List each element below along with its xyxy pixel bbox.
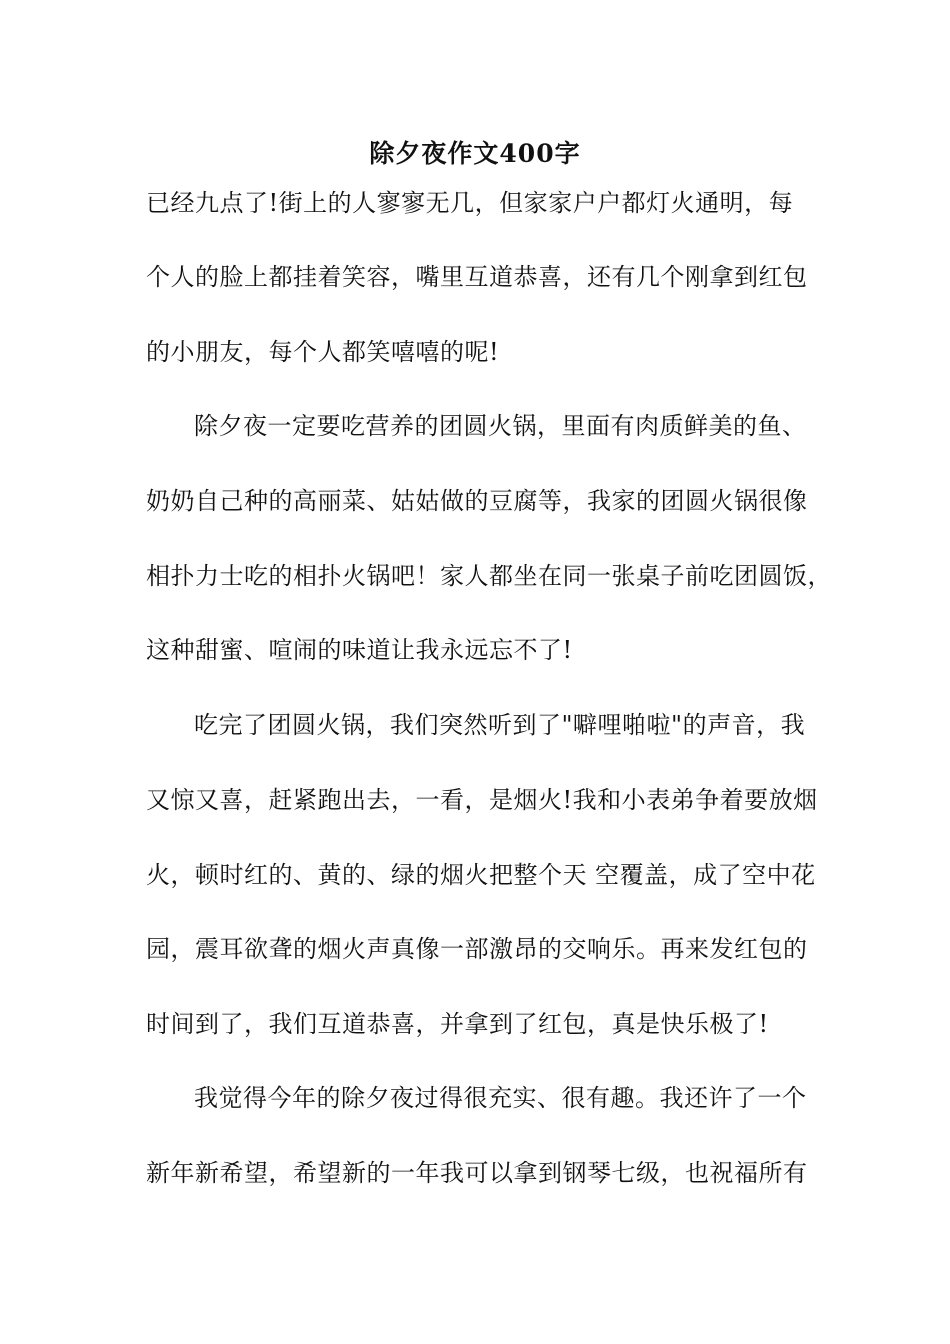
text-line: 的小朋友，每个人都笑嘻嘻的呢! xyxy=(146,338,500,366)
text-line: 个人的脸上都挂着笑容，嘴里互道恭喜，还有几个刚拿到红包 xyxy=(146,263,808,291)
text-line: 这种甜蜜、喧闹的味道让我永远忘不了! xyxy=(146,636,573,664)
document-title: 除夕夜作文400字 xyxy=(369,139,581,168)
text-line: 相扑力士吃的相扑火锅吧！家人都坐在同一张桌子前吃团圆饭， xyxy=(146,562,832,590)
text-line: 时间到了，我们互道恭喜，并拿到了红包，真是快乐极了! xyxy=(146,1010,769,1038)
text-line: 除夕夜一定要吃营养的团圆火锅，里面有肉质鲜美的鱼、 xyxy=(194,412,807,440)
text-line: 我觉得今年的除夕夜过得很充实、很有趣。我还许了一个 xyxy=(194,1084,807,1112)
text-line: 吃完了团圆火锅，我们突然听到了"噼哩啪啦"的声音，我 xyxy=(194,711,806,739)
text-line: 奶奶自己种的高丽菜、姑姑做的豆腐等，我家的团圆火锅很像 xyxy=(146,487,808,515)
text-line: 又惊又喜，赶紧跑出去，一看，是烟火!我和小表弟争着要放烟 xyxy=(146,786,818,814)
text-line: 园，震耳欲聋的烟火声真像一部激昂的交响乐。再来发红包的 xyxy=(146,935,808,963)
text-line: 新年新希望，希望新的一年我可以拿到钢琴七级，也祝福所有 xyxy=(146,1159,808,1187)
text-line: 已经九点了!街上的人寥寥无几，但家家户户都灯火通明，每 xyxy=(146,189,794,217)
text-line: 火，顿时红的、黄的、绿的烟火把整个天 空覆盖，成了空中花 xyxy=(146,861,816,889)
